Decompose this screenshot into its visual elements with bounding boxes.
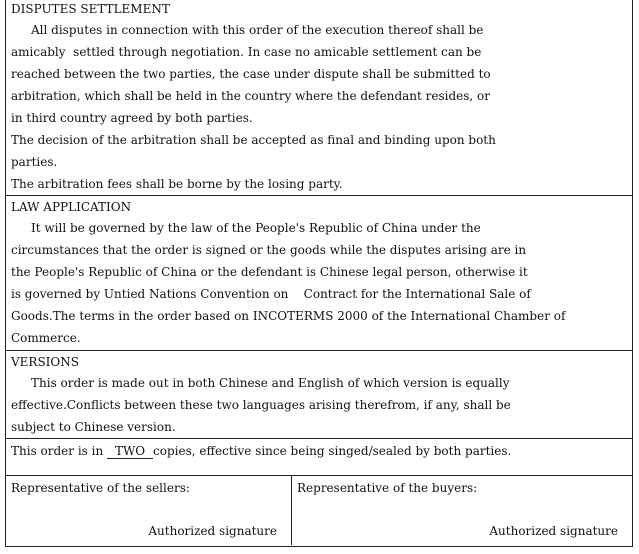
- order-terms-document: [5, 0, 633, 547]
- disputes-line-3: reached between the two parties, the case under dispute shall be submitted to: [11, 67, 491, 81]
- law-line-3: the People's Republic of China or the defendant is Chinese legal person, otherwise it: [11, 265, 528, 279]
- law-line-2: circumstances that the order is signed or the goods while the disputes arising are in: [11, 243, 527, 257]
- disputes-settlement-heading: DISPUTES SETTLEMENT: [11, 2, 170, 16]
- disputes-line-4: arbitration, which shall be held in the country where the defendant resides, or: [11, 89, 491, 103]
- disputes-line-6: The decision of the arbitration shall be accepted as final and binding upon both: [11, 133, 496, 147]
- law-line-6: Commerce.: [11, 331, 81, 345]
- disputes-line-8: The arbitration fees shall be borne by the losing party.: [11, 177, 343, 191]
- versions-line-2: effective.Conflicts between these two languages arising therefrom, if any, shall be: [11, 398, 511, 412]
- buyers-representative-label: Representative of the buyers:: [297, 481, 478, 495]
- disputes-settlement-section: [6, 0, 632, 196]
- buyers-signature-cell: [291, 476, 632, 545]
- disputes-line-1: All disputes in connection with this order of the execution thereof shall be: [31, 23, 484, 37]
- copies-section: [6, 439, 632, 475]
- copies-suffix: copies, effective since being singed/sealed by both parties.: [153, 444, 512, 458]
- law-application-heading: LAW APPLICATION: [11, 200, 132, 214]
- copies-count-field: TWO: [107, 444, 153, 459]
- law-line-4: is governed by Untied Nations Convention on Contract for the International Sale of: [11, 287, 531, 301]
- buyers-authorized-signature: Authorized signature: [489, 524, 618, 538]
- disputes-line-2: amicably settled through negotiation. In case no amicable settlement can be: [11, 45, 482, 59]
- disputes-line-5: in third country agreed by both parties.: [11, 111, 253, 125]
- law-application-section: [6, 196, 632, 351]
- copies-prefix: This order is in: [11, 444, 108, 458]
- sellers-authorized-signature: Authorized signature: [148, 524, 277, 538]
- sellers-signature-cell: [6, 476, 291, 545]
- versions-line-3: subject to Chinese version.: [11, 420, 176, 434]
- law-line-5: Goods.The terms in the order based on INCOTERMS 2000 of the International Chamber of: [11, 309, 566, 323]
- versions-line-1: This order is made out in both Chinese and English of which version is equally: [31, 376, 510, 390]
- disputes-line-7: parties.: [11, 155, 58, 169]
- versions-heading: VERSIONS: [11, 355, 79, 369]
- sellers-representative-label: Representative of the sellers:: [11, 481, 190, 495]
- versions-section: [6, 351, 632, 439]
- copies-line: [11, 439, 628, 465]
- law-line-1: It will be governed by the law of the People's Republic of China under the: [31, 221, 481, 235]
- signature-row: [6, 475, 632, 545]
